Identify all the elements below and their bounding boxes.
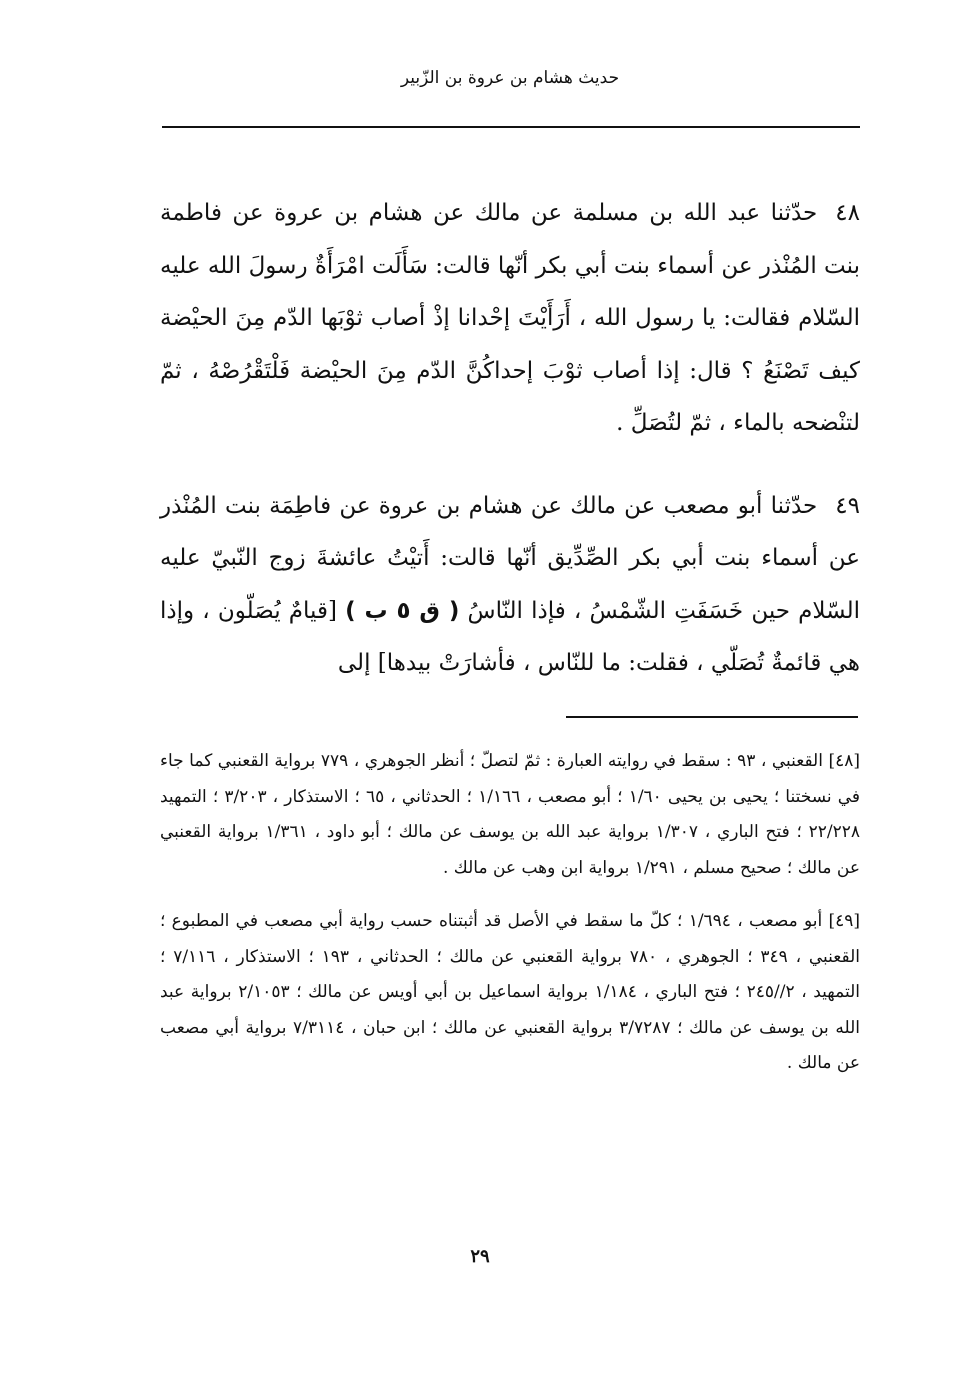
running-title: حديث هشام بن عروة بن الزّبير (400, 68, 620, 88)
hadith-49 (160, 480, 860, 690)
hadith-text-after: [قيامٌ يُصَلّون ، وإذا هي قائمةٌ تُصَلّي ، فقلت: ما للنّاس ، فأشارَتْ بيدها] إلى (160, 597, 860, 676)
hadith-48 (160, 187, 860, 450)
manuscript-reference: ( ق ٥ ب ) (345, 597, 460, 624)
main-text (160, 187, 860, 690)
hadith-text: حدّثنا عبد الله بن مسلمة عن مالك عن هشام بن عروة عن فاطمة بنت المُنْذر عن أسماء بنت أبي بكر أنّها قالت: سَأَلَت امْرَأَةٌ رسولَ الله عليه السّلام فقالت: يا رسول الله ، أَرَأَيْتَ إحْدانا إذْ أصاب ثوْبَها الدّم مِنَ الحيْضة كيف تَصْنَعُ ؟ قال: إذا أصاب ثوْبَ إحداكُنَّ الدّم مِنَ الحيْضة فَلْتَقْرُصْهُ ، ثمّ لتنْضحه بالماء ، ثمّ لتُصَلِّ . (160, 200, 861, 436)
hadith-text-before: حدّثنا أبو مصعب عن مالك عن هشام بن عروة عن فاطِمَة بنت المُنْذر عن أسماء بنت أبي بكر الصِّدِّيق أنّها قالت: أَتيْتُ عائشةَ زوج النّبيّ عليه السّلام حين خَسَفَتِ الشّمْسُ ، فإذا النّاسُ (160, 492, 861, 624)
footnotes (160, 744, 860, 1082)
footnote-48: [٤٨] القعنبي ، ٩٣ : سقط في روايته العبارة : ثمّ لتصلّ ؛ أنظر الجوهري ، ٧٧٩ برواية القعنبي كما جاء في نسختنا ؛ يحيى بن يحيى ١/٦٠ ؛ أبو مصعب ، ١/١٦٦ ؛ الحدثاني ، ٦٥ ؛ الاستذكار ، ٣/٢٠٣ ؛ التمهيد ٢٢/٢٢٨ ؛ فتح الباري ، ١/٣٠٧ برواية عبد الله بن يوسف عن مالك ؛ أبو داود ، ١/٣٦١ برواية القعنبي عن مالك ؛ صحيح مسلم ، ١/٢٩١ برواية ابن وهب عن مالك . (160, 751, 860, 878)
hadith-number: ٤٩ (835, 492, 860, 519)
page-number: ٢٩ (470, 1246, 490, 1267)
hadith-number: ٤٨ (835, 200, 860, 226)
header-divider (162, 126, 860, 128)
footnote-divider (566, 716, 858, 718)
footnote-49: [٤٩] أبو مصعب ، ١/٦٩٤ ؛ كلّ ما سقط في الأصل قد أثبتناه حسب رواية أبي مصعب في المطبوع ؛ القعنبي ، ٣٤٩ ؛ الجوهري ، ٧٨٠ برواية القعنبي عن مالك ؛ الحدثاني ، ١٩٣ ؛ الاستذكار ، ٧/١١٦ ؛ التمهيد ، ٢//٢٤٥ ؛ فتح الباري ، ١/١٨٤ برواية اسماعيل بن أبي أويس عن مالك ؛ ٢/١٠٥٣ برواية عبد الله بن يوسف عن مالك ؛ ٣/٧٢٨٧ برواية القعنبي عن مالك ؛ ابن حبان ، ٧/٣١١٤ برواية أبي مصعب عن مالك . (160, 911, 861, 1073)
